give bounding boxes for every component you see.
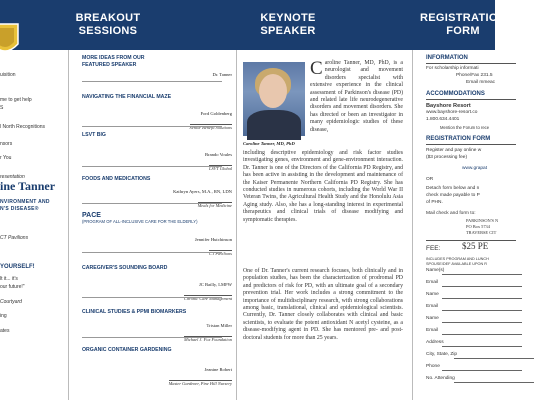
session-speaker [82, 367, 232, 390]
speaker-name: Jennifer Hutchinson [194, 237, 232, 242]
form-heading: REGISTRATION FORM [426, 136, 491, 142]
registration-header-line1: REGISTRATION [420, 12, 506, 24]
keynote-header-line1: KEYNOTE [260, 12, 316, 24]
session-item [82, 55, 232, 69]
panel-divider [412, 50, 413, 400]
speaker-name: Jeanine Robert [204, 367, 232, 372]
divider-line [82, 337, 222, 338]
hotel-name: Bayshore Resort [426, 103, 471, 109]
registration-url[interactable]: www.grapat [462, 166, 488, 171]
sponsor-label: CT Pavilions [0, 235, 29, 241]
field-label: Name [426, 292, 439, 297]
speaker-org: Michael J. Fox Foundation [183, 337, 232, 342]
form-text: Register and pay online w [426, 148, 482, 153]
promo-text: our future!" [0, 284, 25, 290]
field-label: Name [426, 316, 439, 321]
hotel-url[interactable]: www.bayshore-resort.co [426, 110, 478, 115]
session-speaker [82, 323, 232, 346]
info-email: Email mmeac [466, 80, 496, 85]
session-item [82, 347, 232, 354]
session-item [82, 212, 232, 224]
info-text: For scholarship informati [426, 66, 479, 71]
session-item [82, 309, 232, 316]
phone-field[interactable] [442, 370, 522, 371]
registration-header-line2: FORM [446, 25, 480, 37]
session-speaker [82, 152, 232, 175]
session-item [82, 265, 232, 272]
speaker-name: Kathryn Ayers, M.A., RN, LDN [173, 189, 232, 194]
heading-rule [426, 144, 516, 145]
left-panel [0, 52, 68, 400]
speaker-org: Meals for Medicine [197, 203, 232, 208]
divider-line [82, 252, 222, 253]
session-speaker [82, 237, 232, 260]
registration-header [418, 12, 508, 38]
divider-line [82, 166, 222, 167]
speaker-org: LSVT Global [209, 166, 232, 171]
fee-note: SPOUSE/DEF AVAILABLE UPON R [426, 262, 488, 266]
left-text: ing [0, 313, 7, 319]
session-title: LSVT BIG [82, 132, 106, 138]
field-label: Phone [426, 364, 440, 369]
info-heading: INFORMATION [426, 55, 468, 61]
address-line: PARKINSON'S N [466, 218, 499, 223]
detach-text: of PHN. [426, 200, 443, 205]
left-text: r You [0, 155, 12, 161]
bio-text: aroline Tanner, MD, PhD, is a neurologist and movement disorders specialist with extensive experience in the clinical assessment of Parkinson's disease (PD) and related late life neurodegenerative disorders and movement disorders. She has directed or been an investigator in many epidemiologic studies of these disease, [310, 60, 403, 133]
field-label: Email [426, 280, 438, 285]
speaker-name: Ford Goldenberg [200, 111, 232, 116]
speaker-topic: NVIRONMENT AND [0, 199, 50, 205]
session-title: CLINICAL STUDIES & PPMI BIOMARKERS [82, 309, 187, 315]
speaker-name: Tristan Miller [206, 323, 232, 328]
address-line: TRAVERSE CIT [466, 230, 497, 235]
breakout-header [68, 12, 148, 38]
detach-text: check made payable to P [426, 193, 480, 198]
session-title: MORE IDEAS FROM OUR [82, 55, 145, 61]
speaker-org: Master Gardener, Pine Hill Nursery [168, 381, 232, 386]
heading-rule [426, 63, 516, 64]
divider-line [82, 297, 222, 298]
speaker-photo-body [247, 110, 301, 140]
detach-text: Detach form below and n [426, 186, 480, 191]
left-text: S [0, 105, 4, 111]
speaker-topic: N'S DISEASE® [0, 206, 39, 212]
field-label: No. Attending [426, 376, 455, 381]
fee-value: $25 PE [462, 241, 489, 251]
left-text: me to get help [0, 97, 32, 103]
field-label: Email [426, 328, 438, 333]
session-title: NAVIGATING THE FINANCIAL MAZE [82, 94, 172, 100]
city-state-zip-field[interactable] [454, 358, 534, 359]
field-label: Address [426, 340, 444, 345]
breakout-header-line2: SESSIONS [78, 25, 138, 37]
panel-divider [236, 50, 237, 400]
divider-line [82, 126, 222, 127]
form-fee-note: ($3 processing fee) [426, 155, 468, 160]
speaker-photo-face [259, 74, 287, 108]
promo-text: lt it... it's [0, 276, 18, 282]
left-text: nsors [0, 141, 13, 147]
speaker-org: Senior Benefit Solutions [189, 125, 232, 130]
divider-line [82, 81, 222, 82]
email-field[interactable] [442, 286, 522, 287]
presentation-label: resentation [0, 174, 25, 180]
left-text: ates [0, 328, 10, 334]
breakout-sessions-panel [68, 52, 236, 400]
session-title: ORGANIC CONTAINER GARDENING [82, 347, 172, 353]
keynote-header [238, 12, 338, 38]
left-text: l North Recognitions [0, 124, 46, 130]
hotel-phone: 1.800.634.4401 [426, 117, 460, 122]
session-item [82, 176, 232, 183]
divider-line [82, 203, 222, 204]
session-item [82, 132, 232, 139]
session-speaker [82, 111, 232, 134]
speaker-name: JC Bailly, LMFW [198, 282, 232, 287]
heading-rule [426, 99, 516, 100]
session-speaker [82, 282, 232, 305]
speaker-name: Dr. Tanner [212, 72, 232, 77]
speaker-org: CT Pavilions [209, 251, 232, 256]
session-title: FEATURED SPEAKER [82, 62, 137, 68]
accommodations-heading: ACCOMMODATIONS [426, 91, 485, 97]
fee-label: FEE: [426, 245, 441, 252]
or-label: OR [426, 177, 434, 182]
photo-caption: Caroline Tanner, MD, PhD [243, 141, 295, 146]
address-line: PO Box 5734 [466, 224, 490, 229]
email-field[interactable] [442, 310, 522, 311]
speaker-bio-research: One of Dr. Tanner's current research focuses, both clinically and in population studies, has been the characterization of prodromal PD and predictors of risk for PD, with an ultimate goal of a secondary prevention trial. Her work includes a strong commitment to the importance of multidisciplinary research, with strong collaborations among basic, translational, clinical and epidemiological scientists. Currently, Dr. Tanner closely collaborates with clinical and basic scientists, to evaluate the potent antioxidant N acetyl cysteine, as a disease-modifying agent in PD. She has mentored pre- and post-doctoral students for more than 25 years. [243, 268, 403, 341]
field-label: Email [426, 304, 438, 309]
promo-heading: YOURSELF! [0, 264, 35, 270]
left-text: uisition [0, 72, 16, 78]
attending-field[interactable] [454, 382, 534, 383]
session-speaker [82, 72, 232, 77]
featured-speaker-name: ine Tanner [0, 179, 56, 193]
address-field[interactable] [442, 346, 522, 347]
name-field[interactable] [442, 274, 522, 275]
speaker-bio-intro [310, 60, 403, 134]
speaker-name: Brando Voules [204, 152, 232, 157]
info-phone: Phone/Fax 231.5 [456, 73, 493, 78]
name-field[interactable] [442, 298, 522, 299]
session-title: FOODS AND MEDICATIONS [82, 176, 151, 182]
speaker-photo [243, 62, 305, 136]
field-label: Name(s) [426, 268, 445, 273]
venue-label: Courtyard [0, 299, 22, 305]
fee-note: INCLUDES PROGRAM AND LUNCH [426, 257, 489, 261]
breakout-header-line1: BREAKOUT [75, 12, 141, 24]
session-title: CAREGIVER'S SOUNDING BOARD [82, 265, 168, 271]
session-title: PACE [82, 212, 101, 219]
session-speaker [82, 189, 232, 212]
session-subtitle: (PROGRAM OF ALL-INCLUSIVE CARE FOR THE ELDERLY) [82, 219, 198, 224]
keynote-header-line2: SPEAKER [260, 25, 316, 37]
email-field[interactable] [442, 334, 522, 335]
drop-cap: C [310, 58, 323, 79]
name-field[interactable] [442, 322, 522, 323]
session-item [82, 94, 232, 101]
speaker-org: Chronic Care Management [184, 296, 232, 301]
field-label: City, State, Zip [426, 352, 458, 357]
mailing-address [466, 218, 526, 236]
mail-text: Mail check and form to: [426, 211, 476, 216]
registration-panel [418, 52, 499, 400]
speaker-bio-body: including descriptive epidemiology and risk factor studies investigating genes, environment and gene-environment interaction. Dr. Tanner is one of the Directors of the California PD Registry, and has been active in assisting in the development and maintenance of the Kaiser Permanente Northern California PD Registry. She has conducted studies in numerous cohorts, including the World War II Veteran Twins, the Agricultural Health Study and the Honolulu Asia Aging study. Also, she has a long-standing interest in experimental therapeutics and clinical trials of disease modifying and symptomatic therapies. [243, 150, 403, 223]
hotel-note: Mention the Forum to rece [440, 125, 490, 130]
